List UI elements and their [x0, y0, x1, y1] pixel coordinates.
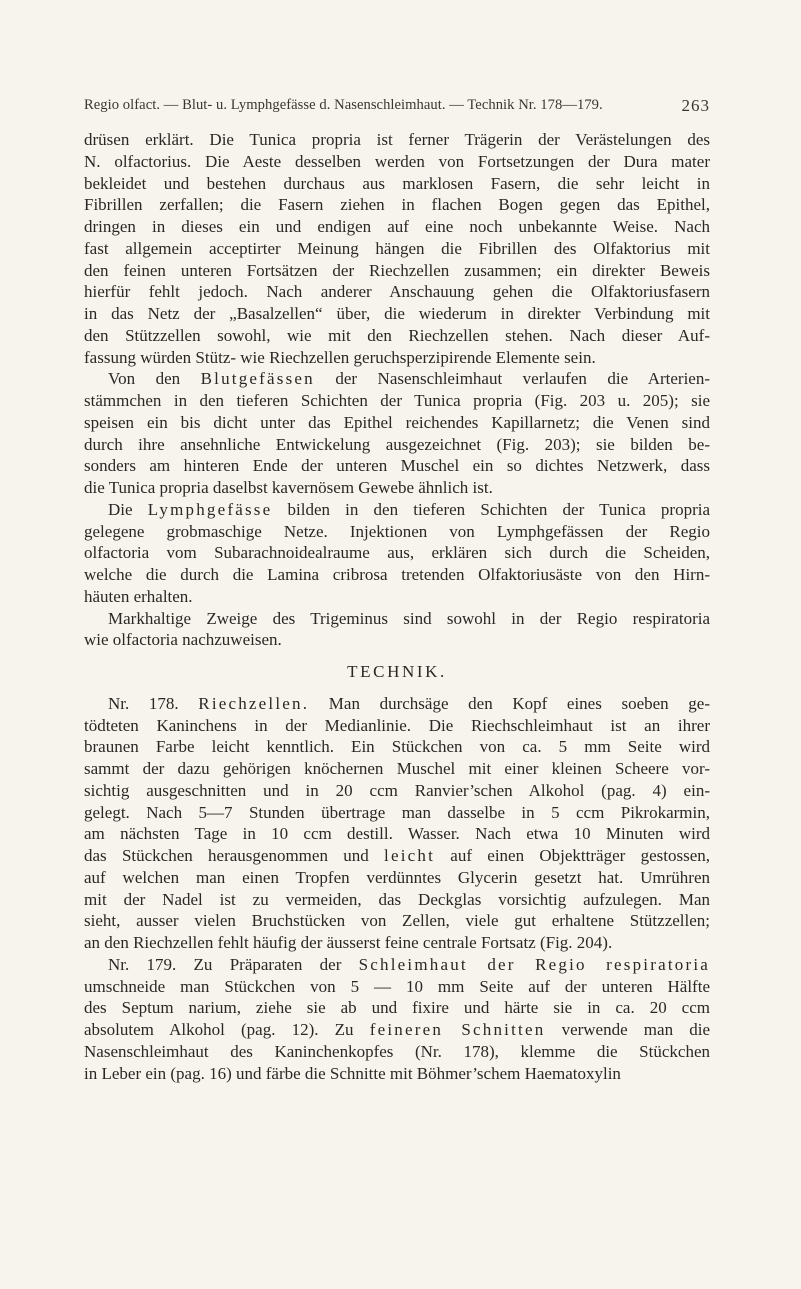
text-line: des Septum narium, ziehe sie ab und fixire und härte sie in ca. 20 ccm	[84, 998, 710, 1018]
text-line: Markhaltige Zweige des Trigeminus sind sowohl in der Regio respiratoria	[108, 608, 710, 628]
text-line: die Tunica propria daselbst kavernösem Gewebe ähnlich ist.	[84, 478, 493, 497]
text-run: das Stückchen herausgenommen und	[84, 846, 385, 865]
text-line: sieht, ausser vielen Bruchstücken von Zellen, viele gut erhaltene Stützzellen;	[84, 911, 710, 931]
text-line: sonders am hinteren Ende der unteren Muschel ein so dichtes Netzwerk, dass	[84, 456, 710, 476]
text-line: fassung würden Stütz- wie Riechzellen geruchsperzipirende Elemente sein.	[84, 347, 596, 367]
text-line: Nasenschleimhaut des Kaninchenkopfes (Nr. 178), klemme die Stückchen	[84, 1041, 710, 1061]
body-text	[84, 129, 710, 1084]
text-line: Fibrillen zerfallen; die Fasern ziehen in flachen Bogen gegen das Epithel,	[84, 195, 710, 215]
text-line: auf welchen man einen Tropfen verdünntes Glycerin gesetzt hat. Umrühren	[84, 867, 710, 887]
text-line: hierfür fehlt jedoch. Nach anderer Anschauung gehen die Olfaktoriusfasern	[84, 282, 710, 302]
text-line: stämmchen in den tieferen Schichten der Tunica propria (Fig. 203 u. 205); sie	[84, 391, 710, 410]
text-line: mit der Nadel ist zu vermeiden, das Deckglas vorsichtig aufzulegen. Man	[84, 889, 710, 909]
text-run: der Nasenschleimhaut verlaufen die Arterien-	[314, 369, 710, 389]
text-line: braunen Farbe leicht kenntlich. Ein Stückchen von ca. 5 mm Seite wird	[84, 737, 710, 757]
text-line: drüsen erklärt. Die Tunica propria ist ferner Trägerin der Verästelungen des	[84, 130, 710, 149]
text-line: speisen ein bis dicht unter das Epithel reichendes Kapillarnetz; die Venen sind	[84, 412, 710, 432]
text-line: sichtig ausgeschnitten und in 20 ccm Ranvier’schen Alkohol (pag. 4) ein-	[84, 780, 710, 800]
text-line: olfactoria vom Subarachnoidealraume aus, erklären sich durch die Scheiden,	[84, 543, 710, 563]
text-line: fast allgemein acceptirter Meinung hängen die Fibrillen des Olfaktorius mit	[84, 238, 710, 258]
text-line: häuten erhalten.	[84, 586, 193, 606]
text-line: gelegene grobmaschige Netze. Injektionen von Lymphgefässen der Regio	[84, 521, 710, 541]
text-run: bilden in den tieferen Schichten der Tunica propria	[272, 499, 710, 519]
text-line	[84, 845, 710, 867]
text-run: Man durchsäge den Kopf eines soeben ge-	[309, 693, 711, 713]
text-line: gelegt. Nach 5—7 Stunden übertrage man dasselbe in 5 ccm Pikrokarmin,	[84, 802, 710, 822]
text-line: welche die durch die Lamina cribrosa tretenden Olfaktoriusäste von den Hirn-	[84, 565, 710, 584]
text-line: in Leber ein (pag. 16) und färbe die Schnitte mit Böhmer’schem Haematoxylin	[84, 1063, 621, 1083]
emphasized-term: Riechzellen.	[198, 693, 310, 713]
text-line	[84, 954, 710, 976]
text-run: auf einen Objektträger gestossen,	[435, 846, 710, 865]
text-line: bekleidet und bestehen durchaus aus marklosen Fasern, die sehr leicht in	[84, 173, 710, 193]
emphasized-term: Blutgefässen	[200, 369, 315, 389]
text-run: Von den	[108, 369, 201, 389]
text-run: Nr. 178.	[108, 693, 199, 713]
emphasized-term: Schleimhaut der Regio respiratoria	[358, 954, 710, 974]
emphasized-term: Lymphgefässe	[147, 499, 273, 519]
text-line: durch ihre ansehnliche Entwickelung ausgezeichnet (Fig. 203); sie bilden be-	[84, 434, 710, 454]
text-line	[84, 368, 710, 390]
emphasized-term: feineren Schnitten	[369, 1020, 546, 1039]
text-line: am nächsten Tage in 10 ccm destill. Wasser. Nach etwa 10 Minuten wird	[84, 824, 710, 844]
text-line: an den Riechzellen fehlt häufig der äusserst feine centrale Fortsatz (Fig. 204).	[84, 933, 613, 952]
text-line: dringen in dieses ein und endigen auf eine noch unbekannte Weise. Nach	[84, 217, 710, 236]
text-run: verwende man die	[545, 1020, 711, 1039]
text-line: N. olfactorius. Die Aeste desselben werden von Fortsetzungen der Dura mater	[84, 151, 710, 171]
text-run: Die	[108, 499, 148, 519]
running-header	[84, 97, 710, 121]
section-heading: TECHNIK.	[347, 662, 447, 681]
text-line: umschneide man Stückchen von 5 — 10 mm Seite auf der unteren Hälfte	[84, 976, 710, 996]
text-line: den Stützzellen sowohl, wie mit den Riechzellen stehen. Nach dieser Auf-	[84, 325, 710, 345]
text-run: Nr. 179. Zu Präparaten der	[108, 954, 359, 974]
text-line	[84, 499, 710, 521]
running-title: Regio olfact. — Blut- u. Lymphgefässe d. Nasenschleimhaut. — Technik Nr. 178—179.	[84, 97, 603, 113]
text-line: tödteten Kaninchens in der Medianlinie. Die Riechschleimhaut ist an ihrer	[84, 715, 710, 735]
text-line: wie olfactoria nachzuweisen.	[84, 630, 282, 650]
page-number: 263	[681, 96, 710, 115]
emphasized-term: leicht	[384, 846, 435, 865]
text-line: sammt der dazu gehörigen knöchernen Muschel mit einer kleinen Scheere vor-	[84, 759, 710, 778]
text-line	[84, 693, 710, 715]
text-line: den feinen unteren Fortsätzen der Riechzellen zusammen; ein direkter Beweis	[84, 260, 710, 280]
text-line	[84, 1019, 710, 1041]
text-run: absolutem Alkohol (pag. 12). Zu	[84, 1020, 370, 1039]
text-line: in das Netz der „Basalzellen“ über, die wiederum in direkter Verbindung mit	[84, 304, 710, 323]
